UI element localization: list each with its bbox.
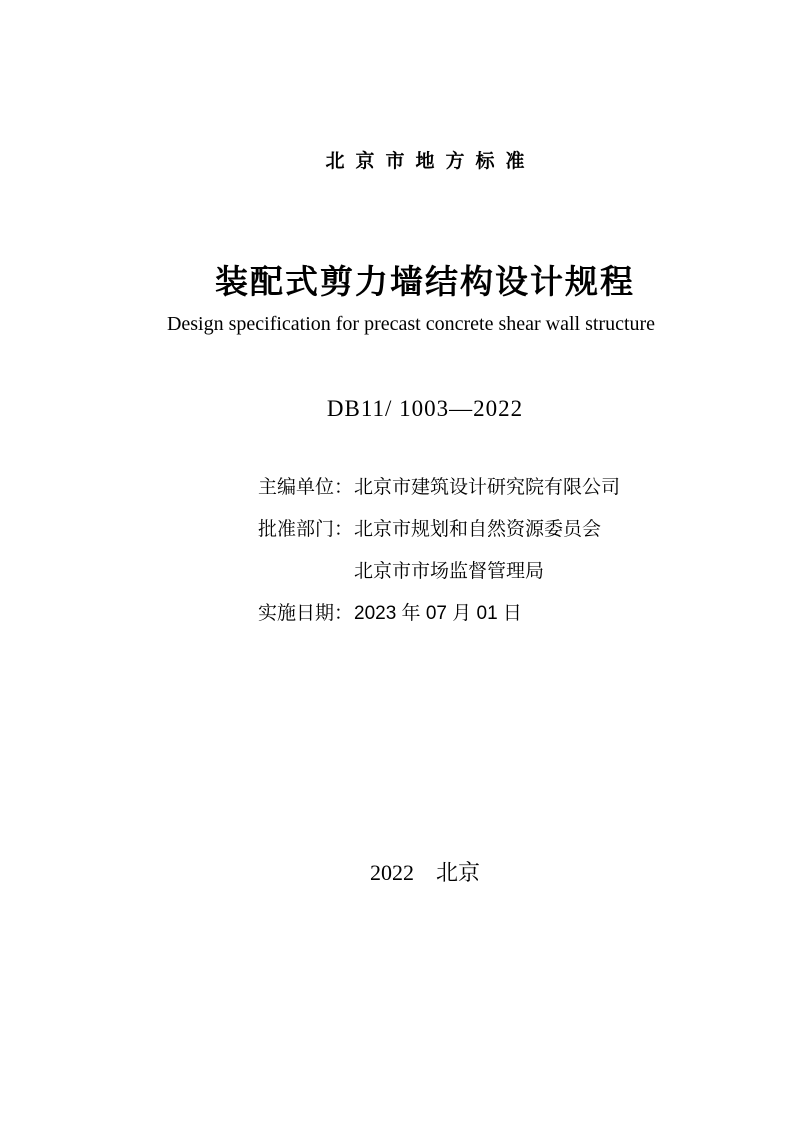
publication-line	[50, 856, 800, 887]
document-title-en: Design specification for precast concrete shear wall structure	[166, 313, 656, 335]
chief-editor-value: 北京市建筑设计研究院有限公司	[354, 477, 621, 498]
attribution-block	[258, 478, 620, 646]
implementation-date-label: 实施日期：	[258, 603, 354, 624]
publication-city: 北京	[435, 860, 480, 885]
approval-department-label: 批准部门：	[258, 519, 354, 540]
implementation-date-row	[258, 604, 620, 624]
chief-editor-label: 主编单位：	[258, 477, 354, 498]
standard-category-label: 北京市地方标准	[325, 151, 536, 172]
implementation-date-value: 2023 年 07 月 01 日	[354, 603, 522, 624]
approval-department-row	[258, 520, 620, 540]
approval-department-value-2: 北京市市场监督管理局	[354, 561, 545, 582]
publication-year: 2022	[369, 860, 414, 885]
approval-department-value-1: 北京市规划和自然资源委员会	[354, 519, 602, 540]
chief-editor-row	[258, 478, 620, 498]
standard-number: DB11/ 1003—2022	[326, 396, 524, 421]
approval-department-row-2	[258, 562, 620, 582]
document-title-zh: 装配式剪力墙结构设计规程	[215, 263, 635, 300]
